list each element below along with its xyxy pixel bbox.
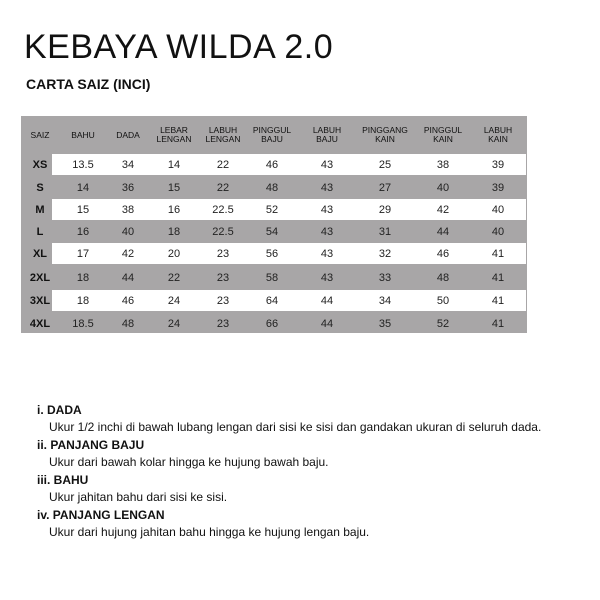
column-header	[152, 116, 196, 154]
table-cell: 42	[121, 247, 135, 260]
table-cell: 40	[436, 181, 450, 194]
table-cell: 52	[436, 317, 450, 330]
table-row	[21, 177, 527, 198]
note-heading: iv. PANJANG LENGAN	[37, 508, 165, 522]
table-cell: 14	[167, 158, 181, 171]
table-cell: 38	[121, 203, 135, 216]
table-cell: 34	[121, 158, 135, 171]
table-cell: 18	[76, 294, 90, 307]
table-cell: 33	[378, 271, 392, 284]
table-row	[21, 243, 527, 264]
table-cell: 42	[436, 203, 450, 216]
table-cell: 22	[216, 158, 230, 171]
table-cell: 44	[121, 271, 135, 284]
table-cell: 48	[121, 317, 135, 330]
table-cell: 44	[320, 294, 334, 307]
table-cell: 16	[76, 225, 90, 238]
table-cell: 22	[216, 181, 230, 194]
table-row	[21, 290, 527, 311]
column-header	[61, 116, 105, 154]
table-cell: 41	[491, 271, 505, 284]
table-cell: 40	[121, 225, 135, 238]
table-cell: 48	[265, 181, 279, 194]
table-cell: 41	[491, 317, 505, 330]
table-header-row	[21, 116, 527, 154]
table-cell: 43	[320, 247, 334, 260]
table-cell: 18	[167, 225, 181, 238]
table-cell: 24	[167, 294, 181, 307]
table-cell: 41	[491, 247, 505, 260]
column-header-line: BAHU	[71, 129, 95, 140]
table-cell: 56	[265, 247, 279, 260]
size-label: L	[36, 225, 44, 238]
table-cell: 52	[265, 203, 279, 216]
column-header	[106, 116, 150, 154]
column-header-line: PINGGUL	[423, 125, 463, 135]
column-header-line: KAIN	[488, 134, 508, 144]
column-header-line: KAIN	[433, 134, 453, 144]
table-row	[21, 221, 527, 242]
table-cell: 22	[167, 271, 181, 284]
table-cell: 32	[378, 247, 392, 260]
column-header	[250, 116, 294, 154]
size-label: 4XL	[29, 317, 51, 330]
size-label: M	[35, 203, 45, 216]
table-cell: 39	[491, 181, 505, 194]
table-cell: 38	[436, 158, 450, 171]
table-cell: 40	[491, 203, 505, 216]
size-label: S	[36, 181, 44, 194]
column-header-line: LABUH	[312, 125, 342, 135]
page-subtitle: CARTA SAIZ (INCI)	[26, 76, 151, 92]
table-cell: 29	[378, 203, 392, 216]
table-cell: 46	[265, 158, 279, 171]
table-cell: 44	[320, 317, 334, 330]
table-row	[21, 199, 527, 220]
table-cell: 41	[491, 294, 505, 307]
table-cell: 40	[491, 225, 505, 238]
column-header	[476, 116, 520, 154]
table-cell: 39	[491, 158, 505, 171]
size-label: XS	[32, 158, 48, 171]
table-cell: 18	[76, 271, 90, 284]
table-row	[21, 313, 527, 334]
column-header	[421, 116, 465, 154]
table-cell: 54	[265, 225, 279, 238]
size-chart-table	[21, 116, 527, 333]
table-cell: 25	[378, 158, 392, 171]
column-header	[18, 116, 62, 154]
table-cell: 43	[320, 271, 334, 284]
table-cell: 43	[320, 203, 334, 216]
note-text: Ukur dari hujung jahitan bahu hingga ke hujung lengan baju.	[49, 525, 370, 539]
table-cell: 13.5	[72, 158, 94, 171]
table-cell: 50	[436, 294, 450, 307]
table-cell: 15	[167, 181, 181, 194]
table-cell: 34	[378, 294, 392, 307]
column-header-line: BAJU	[316, 134, 338, 144]
table-cell: 23	[216, 271, 230, 284]
table-cell: 58	[265, 271, 279, 284]
note-heading: iii. BAHU	[37, 473, 89, 487]
size-label: 3XL	[29, 294, 51, 307]
table-row	[21, 154, 527, 175]
size-label: 2XL	[29, 271, 51, 284]
column-header-line: PINGGUL	[252, 125, 292, 135]
table-cell: 43	[320, 181, 334, 194]
table-cell: 23	[216, 247, 230, 260]
table-cell: 27	[378, 181, 392, 194]
table-cell: 43	[320, 158, 334, 171]
column-header	[363, 116, 407, 154]
column-header	[201, 116, 245, 154]
table-row	[21, 267, 527, 288]
table-cell: 23	[216, 294, 230, 307]
table-cell: 66	[265, 317, 279, 330]
table-cell: 35	[378, 317, 392, 330]
table-cell: 46	[121, 294, 135, 307]
column-header-line: LENGAN	[205, 134, 241, 144]
table-cell: 23	[216, 317, 230, 330]
column-header-line: LEBAR	[160, 125, 188, 135]
table-cell: 14	[76, 181, 90, 194]
note-text: Ukur 1/2 inchi di bawah lubang lengan dari sisi ke sisi dan gandakan ukuran di seluruh dada.	[49, 420, 542, 434]
table-cell: 22.5	[212, 225, 234, 238]
table-cell: 36	[121, 181, 135, 194]
size-label: XL	[32, 247, 48, 260]
table-cell: 16	[167, 203, 181, 216]
table-cell: 43	[320, 225, 334, 238]
table-cell: 18.5	[72, 317, 94, 330]
note-heading: ii. PANJANG BAJU	[37, 438, 145, 452]
table-cell: 24	[167, 317, 181, 330]
note-text: Ukur jahitan bahu dari sisi ke sisi.	[49, 490, 228, 504]
column-header-line: DADA	[116, 129, 140, 140]
column-header	[305, 116, 349, 154]
table-cell: 46	[436, 247, 450, 260]
column-header-line: LABUH	[208, 125, 238, 135]
column-header-line: PINGGANG	[362, 125, 408, 135]
measurement-notes	[37, 402, 587, 542]
column-header-line: KAIN	[375, 134, 395, 144]
table-cell: 48	[436, 271, 450, 284]
table-cell: 31	[378, 225, 392, 238]
table-cell: 22.5	[212, 203, 234, 216]
note-text: Ukur dari bawah kolar hingga ke hujung bawah baju.	[49, 455, 329, 469]
page-title: KEBAYA WILDA 2.0	[24, 28, 334, 66]
table-cell: 15	[76, 203, 90, 216]
column-header-line: LABUH	[483, 125, 513, 135]
note-heading: i. DADA	[37, 403, 82, 417]
table-cell: 64	[265, 294, 279, 307]
table-cell: 17	[76, 247, 90, 260]
table-cell: 44	[436, 225, 450, 238]
column-header-line: BAJU	[261, 134, 283, 144]
column-header-line: LENGAN	[156, 134, 192, 144]
table-cell: 20	[167, 247, 181, 260]
column-header-line: SAIZ	[30, 129, 50, 140]
